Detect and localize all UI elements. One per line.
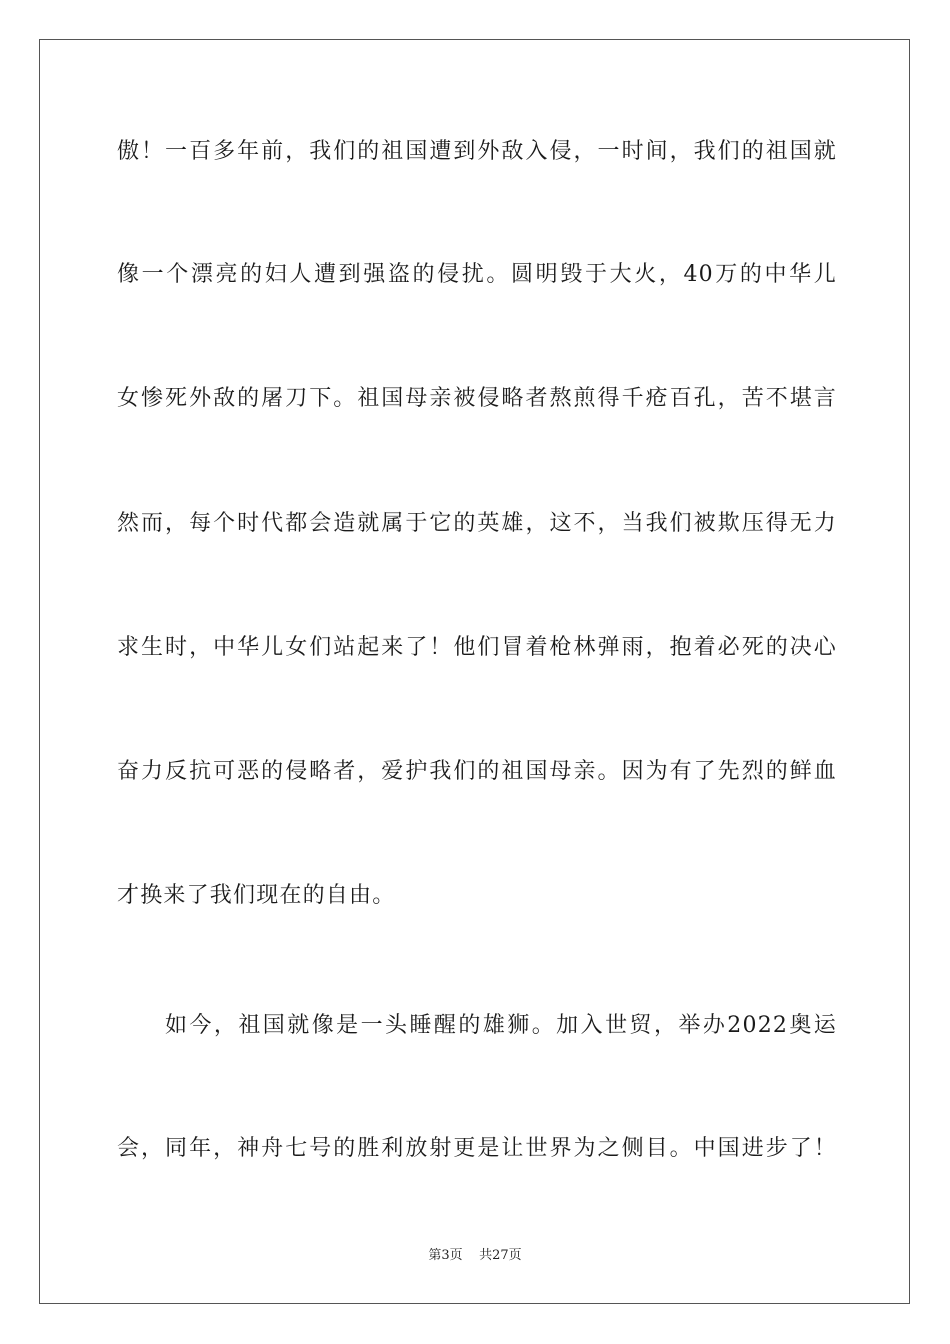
- paragraph-line: 然而，每个时代都会造就属于它的英雄，这不，当我们被欺压得无力: [117, 511, 837, 536]
- paragraph-line: 傲！一百多年前，我们的祖国遭到外敌入侵，一时间，我们的祖国就: [117, 139, 837, 164]
- paragraph-line: 会，同年，神舟七号的胜利放射更是让世界为之侧目。中国进步了！: [117, 1136, 837, 1161]
- footer-spacer: [463, 1248, 480, 1263]
- page-number: 第3页: [428, 1248, 463, 1263]
- paragraph-line: 求生时，中华儿女们站起来了！他们冒着枪林弹雨，抱着必死的决心: [117, 635, 837, 660]
- page-footer: [0, 1248, 950, 1264]
- page-border: [39, 39, 910, 1304]
- paragraph-line: 如今，祖国就像是一头睡醒的雄狮。加入世贸，举办2022奥运: [165, 1013, 837, 1038]
- paragraph-line: 像一个漂亮的妇人遭到强盗的侵扰。圆明毁于大火，40万的中华儿: [117, 262, 837, 287]
- total-pages: 共27页: [479, 1248, 522, 1263]
- paragraph-line: 奋力反抗可恶的侵略者，爱护我们的祖国母亲。因为有了先烈的鲜血: [117, 759, 837, 784]
- paragraph-line: 才换来了我们现在的自由。: [117, 883, 396, 908]
- paragraph-line: 女惨死外敌的屠刀下。祖国母亲被侵略者熬煎得千疮百孔，苦不堪言: [117, 386, 837, 411]
